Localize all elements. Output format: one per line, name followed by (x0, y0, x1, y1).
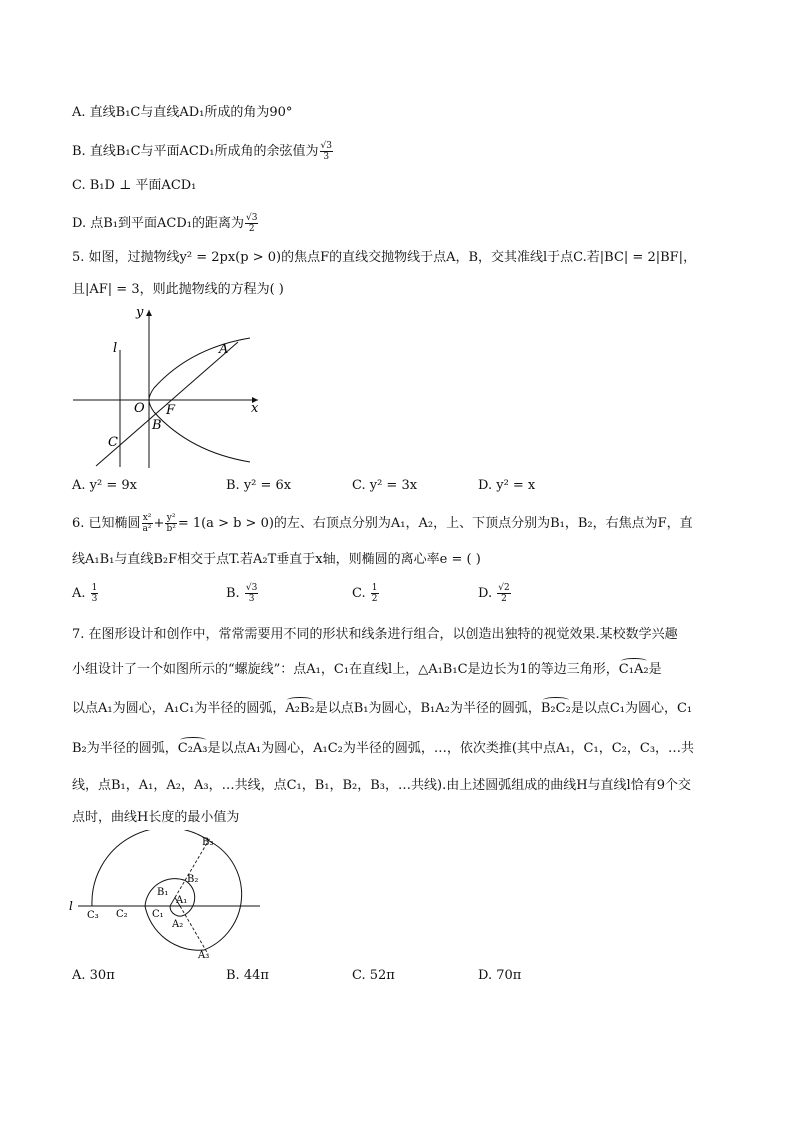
q7-line3-text-b: 是以点B₁为圆心，B₁A₂为半径的圆弧， (314, 701, 541, 716)
q7-stem-line-4 (72, 740, 694, 758)
label-b3: B₃ (202, 837, 214, 848)
q5-stem-line-1: 5. 如图，过抛物线y² = 2px(p > 0)的焦点F的直线交抛物线于点A，B，交其准线l于点C.若|BC| = 2|BF|， (72, 250, 697, 265)
q7-stem-line-1: 7. 在图形设计和创作中，常常需要用不同的形状和线条进行组合，以创造出独特的视觉效果.某校数学兴趣 (72, 627, 678, 642)
q7-line2-text-b: 是 (648, 662, 662, 677)
point-c-label: C (108, 435, 118, 450)
q4-option-b-text: B. 直线B₁C与平面ACD₁所成角的余弦值为 (72, 144, 319, 159)
q6-option-a-fraction (91, 583, 99, 604)
q6-option-c (352, 583, 380, 604)
q6-stem-prefix: 6. 已知椭圆 (72, 516, 141, 531)
fraction-denominator: 3 (91, 594, 98, 604)
q7-line4-text-b: 是以点A₁为圆心，A₁C₂为半径的圆弧，…，依次类推(其中点A₁，C₁，C₂，C₃，…共 (207, 741, 695, 756)
q5-option-d: D. y² = x (478, 478, 536, 493)
q7-line3-text-a: 以点A₁为圆心，A₁C₁为半径的圆弧， (72, 701, 286, 716)
q7-line4-text-a: B₂为半径的圆弧， (72, 741, 178, 756)
label-c2: C₂ (116, 909, 128, 920)
fraction-denominator: 3 (248, 594, 255, 604)
q5-option-c: C. y² = 3x (352, 478, 418, 493)
q7-stem-line-3 (72, 700, 692, 718)
label-b2: B₂ (187, 874, 199, 885)
q5-option-b: B. y² = 6x (226, 478, 292, 493)
q4-option-d-fraction (245, 213, 258, 234)
q4-option-c: C. B₁D ⊥ 平面ACD₁ (72, 178, 197, 193)
q4-option-d-text: D. 点B₁到平面ACD₁的距离为 (72, 216, 244, 231)
x-axis-label: x (251, 401, 259, 416)
q7-option-d: D. 70π (478, 968, 522, 983)
label-b1: B₁ (157, 887, 169, 898)
q7-option-a: A. 30π (72, 968, 115, 983)
fraction-denominator: a² (142, 524, 152, 534)
spiral-arc-5 (92, 830, 214, 906)
q5-parabola-figure (70, 302, 270, 472)
fraction-numerator: √3 (320, 141, 332, 151)
label-a1: A₁ (176, 895, 188, 906)
q7-option-c: C. 52π (352, 968, 395, 983)
label-c1: C₁ (152, 909, 164, 920)
q4-option-b-fraction (320, 141, 333, 162)
q7-stem-line-2 (72, 661, 662, 679)
label-a2: A₂ (172, 919, 184, 930)
q7-line3-text-c: 是以点C₁为圆心，C₁ (570, 701, 693, 716)
q7-stem-line-6: 点时，曲线H长度的最小值为 (72, 810, 240, 825)
spiral-arc-4 (204, 842, 242, 950)
q6-fraction-y (165, 513, 176, 534)
point-a-label: A (219, 342, 229, 357)
fraction-numerator: √3 (245, 583, 258, 593)
q4-option-a: A. 直线B₁C与直线AD₁所成的角为90° (72, 105, 293, 120)
q4-option-d (72, 213, 259, 234)
q6-stem-line-2: 线A₁B₁与直线B₂F相交于点T.若A₂T垂直于x轴，则椭圆的离心率e = ( ) (72, 552, 481, 567)
option-prefix: B. (226, 586, 240, 601)
q4-option-b (72, 141, 334, 162)
fraction-numerator: y² (166, 513, 176, 523)
q5-option-a: A. y² = 9x (72, 478, 137, 493)
fraction-denominator: 2 (248, 224, 255, 234)
q6-plus-sign: + (153, 516, 165, 531)
option-prefix: A. (72, 586, 86, 601)
focus-label: F (166, 403, 176, 418)
q6-option-a (72, 583, 99, 604)
fraction-denominator: 2 (501, 594, 507, 604)
q7-spiral-figure (66, 830, 266, 965)
arc-b2c2: B₂C₂ (540, 701, 571, 716)
arc-c2a3: C₂A₃ (177, 741, 208, 756)
fraction-denominator: 3 (323, 152, 330, 162)
q7-stem-line-5: 线，点B₁，A₁，A₂，A₃，…共线，点C₁，B₁，B₂，B₃，…共线).由上述圆弧组成的曲线H与直线l恰有9个交 (72, 778, 691, 793)
option-prefix: D. (478, 586, 493, 601)
q6-fraction-x (142, 513, 153, 534)
q6-option-b (226, 583, 259, 604)
q6-option-d (478, 583, 512, 604)
label-c3: C₃ (87, 910, 99, 921)
fraction-numerator: 1 (371, 583, 378, 593)
ray-a-dashed (180, 906, 208, 954)
fraction-denominator: 2 (371, 594, 378, 604)
q6-option-d-fraction (497, 583, 510, 604)
label-a3: A₃ (198, 950, 210, 961)
q5-stem-line-2: 且|AF| = 3，则此抛物线的方程为( ) (72, 282, 284, 297)
q6-stem-post: = 1(a > b > 0)的左、右顶点分别为A₁，A₂，上、下顶点分别为B₁，B₂，右焦点为F，直 (177, 516, 693, 531)
q6-option-b-fraction (245, 583, 258, 604)
origin-label: O (134, 401, 145, 416)
line-l-label: l (69, 899, 73, 913)
option-prefix: C. (352, 586, 366, 601)
q6-stem-line-1 (72, 513, 693, 534)
q6-option-c-fraction (371, 583, 379, 604)
q7-line2-text-a: 小组设计了一个如图所示的“螺旋线”：点A₁，C₁在直线l上，△A₁B₁C是边长为1的等边三角形， (72, 662, 619, 677)
arc-a2b2: A₂B₂ (285, 701, 315, 716)
y-axis-label: y (136, 305, 144, 320)
fraction-numerator: √3 (245, 213, 258, 223)
q7-option-b: B. 44π (226, 968, 269, 983)
directrix-label: l (113, 341, 118, 356)
fraction-denominator: b² (166, 524, 176, 534)
fraction-numerator: √2 (498, 583, 510, 593)
fraction-numerator: 1 (91, 583, 98, 593)
point-b-label: B (152, 418, 162, 433)
fraction-numerator: x² (142, 513, 152, 523)
arc-c1a2: C₁A₂ (618, 662, 649, 677)
